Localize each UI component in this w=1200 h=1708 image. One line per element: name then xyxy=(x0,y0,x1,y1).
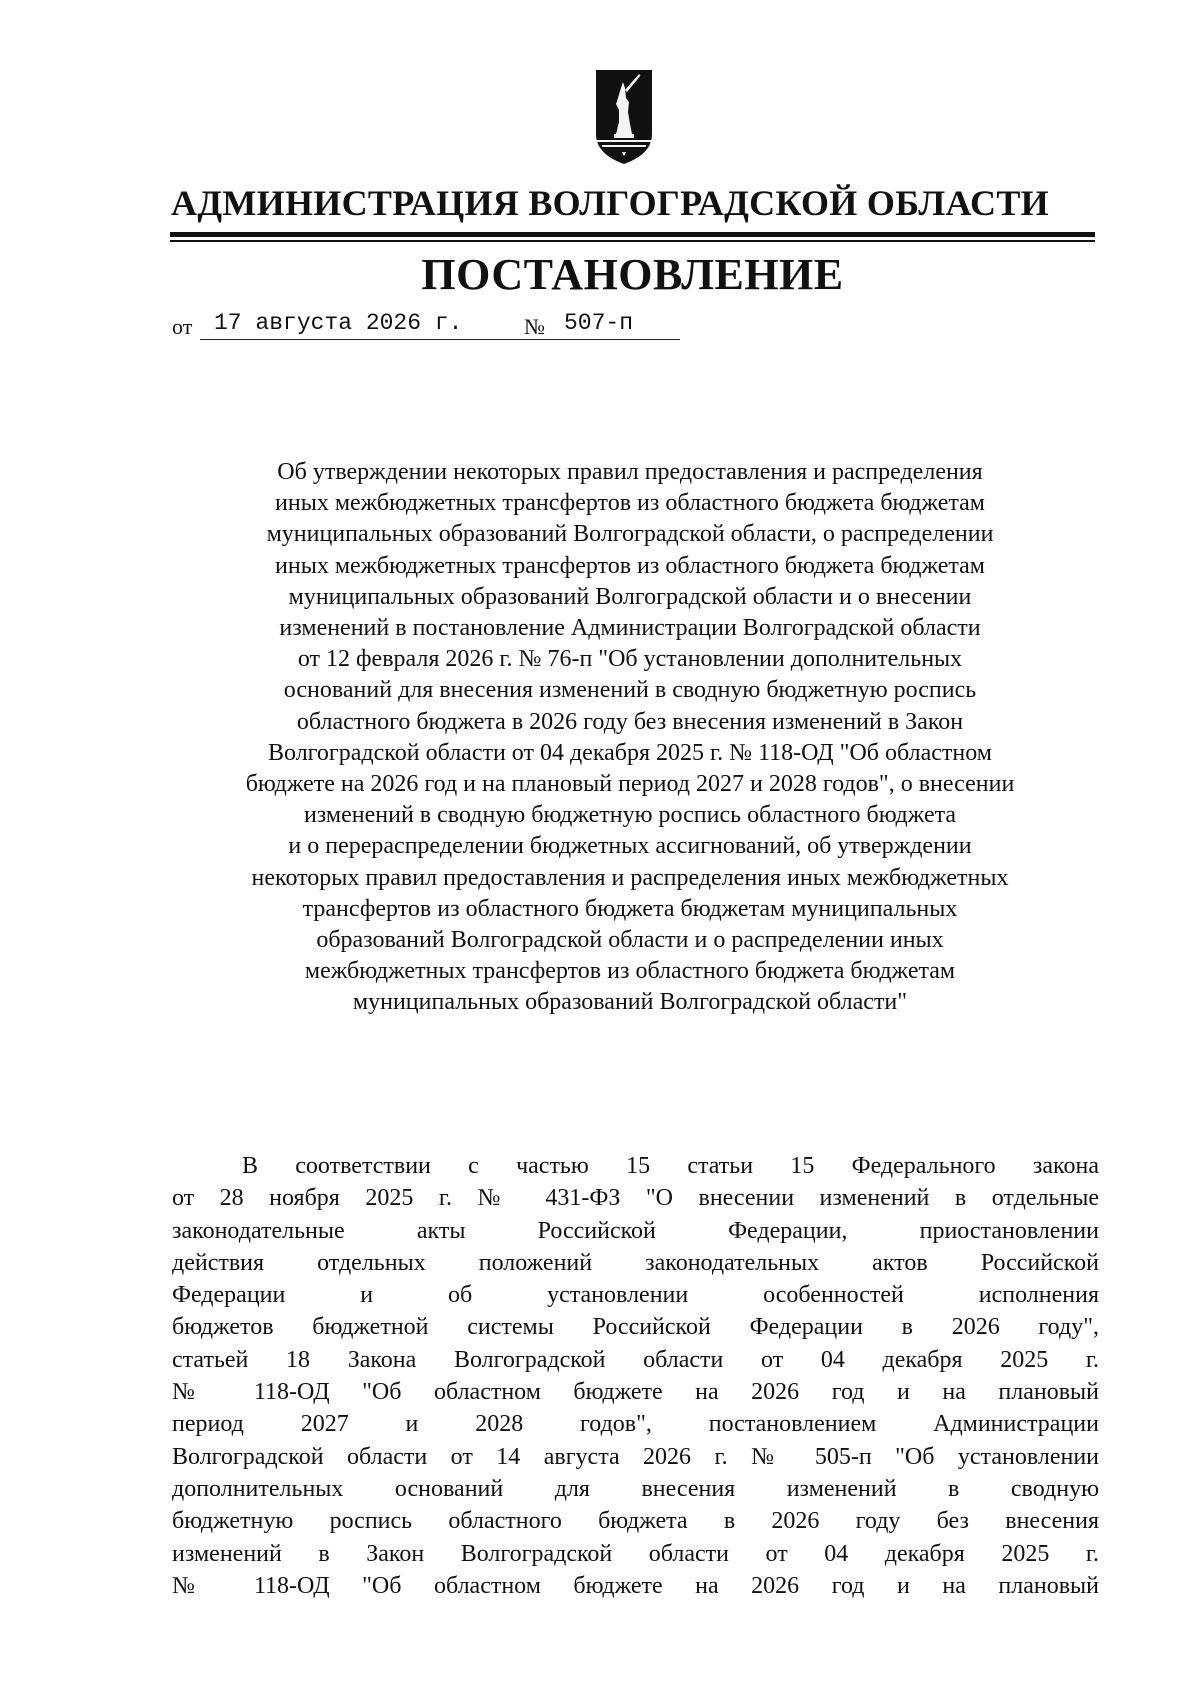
number-label: № xyxy=(524,314,545,339)
title-line: иных межбюджетных трансфертов из областного бюджета бюджетам xyxy=(275,552,985,579)
body-line: законодательные акты Российской Федерации, приостановлении xyxy=(172,1217,1099,1244)
date-label: от xyxy=(172,314,193,339)
body-line: В соответствии с частью 15 статьи 15 Федерального закона xyxy=(242,1153,1099,1179)
body-line: дополнительных оснований для внесения изменений в сводную xyxy=(172,1475,1099,1502)
body-line: изменений в Закон Волгоградской области от 04 декабря 2025 г. xyxy=(172,1540,1099,1567)
body-line: статьей 18 Закона Волгоградской области от 04 декабря 2025 г. xyxy=(172,1346,1099,1373)
title-line: изменений в постановление Администрации Волгоградской области xyxy=(279,615,981,642)
body-line: период 2027 и 2028 годов", постановлением Администрации xyxy=(172,1411,1099,1438)
document-type: ПОСТАНОВЛЕНИЕ xyxy=(421,250,844,299)
header-rule-thin xyxy=(170,240,1095,242)
title-line: межбюджетных трансфертов из областного бюджета бюджетам xyxy=(304,958,956,985)
title-line: образований Волгоградской области и о распределении иных xyxy=(316,927,944,954)
body-line: № 118-ОД "Об областном бюджете на 2026 год и на плановый xyxy=(172,1572,1099,1599)
organization-title: АДМИНИСТРАЦИЯ ВОЛГОГРАДСКОЙ ОБЛАСТИ xyxy=(171,183,1049,223)
title-line: иных межбюджетных трансфертов из областного бюджета бюджетам xyxy=(275,490,985,517)
dateline xyxy=(172,310,772,340)
body-line: бюджетную роспись областного бюджета в 2026 году без внесения xyxy=(172,1508,1099,1535)
body-line: Волгоградской области от 14 августа 2026 г. № 505-п "Об установлении xyxy=(172,1443,1099,1470)
title-line: Волгоградской области от 04 декабря 2025 г. № 118-ОД "Об областном xyxy=(268,739,992,766)
title-line: оснований для внесения изменений в сводную бюджетную роспись xyxy=(283,677,977,704)
title-line: некоторых правил предоставления и распределения иных межбюджетных xyxy=(251,864,1009,891)
body-line: действия отдельных положений законодательных актов Российской xyxy=(172,1249,1099,1276)
body-line: бюджетов бюджетной системы Российской Федерации в 2026 году", xyxy=(172,1314,1099,1341)
title-line: Об утверждении некоторых правил предоставления и распределения xyxy=(277,459,983,485)
title-line: и о перераспределении бюджетных ассигнований, об утверждении xyxy=(288,833,972,860)
document-number: 507-п xyxy=(564,310,634,336)
title-line: от 12 февраля 2026 г. № 76-п "Об установлении дополнительных xyxy=(297,646,963,673)
title-line: областного бюджета в 2026 году без внесения изменений в Закон xyxy=(296,708,964,735)
body-line: № 118-ОД "Об областном бюджете на 2026 год и на плановый xyxy=(172,1379,1099,1406)
title-line: бюджете на 2026 год и на плановый период 2027 и 2028 годов", о внесении xyxy=(245,771,1015,798)
title-line: трансфертов из областного бюджета бюджетам муниципальных xyxy=(302,895,958,922)
number-underline xyxy=(548,339,680,340)
document-date: 17 августа 2026 г. xyxy=(214,310,463,336)
title-line: муниципальных образований Волгоградской области" xyxy=(352,989,908,1016)
title-line: муниципальных образований Волгоградской области, о распределении xyxy=(266,521,994,548)
document-subject-title xyxy=(160,457,1100,1019)
title-line: муниципальных образований Волгоградской области и о внесении xyxy=(288,583,972,610)
header-rule-thick xyxy=(170,232,1095,237)
body-line: Федерации и об установлении особенностей исполнения xyxy=(172,1282,1099,1309)
coat-of-arms-icon xyxy=(592,68,656,166)
title-line: изменений в сводную бюджетную роспись областного бюджета xyxy=(303,802,957,829)
body-paragraph xyxy=(172,1150,1099,1602)
body-line: от 28 ноября 2025 г. № 431-ФЗ "О внесении изменений в отдельные xyxy=(172,1185,1099,1212)
